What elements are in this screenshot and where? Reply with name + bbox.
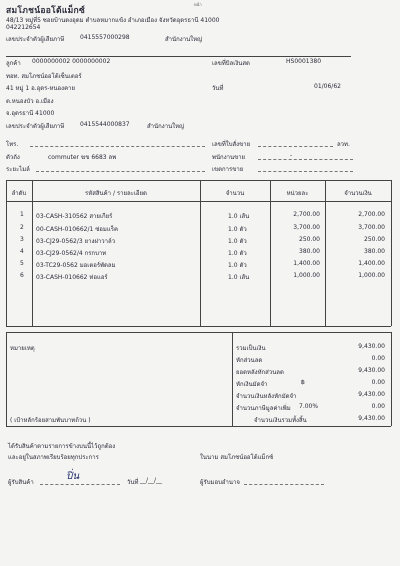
- discount-value: 0.00: [371, 355, 385, 362]
- row-no: 6: [20, 272, 24, 279]
- remark-label: หมายเหตุ: [10, 345, 35, 352]
- salesman-label: พนักงานขาย: [212, 154, 246, 161]
- received-statement-1: ได้รับสินค้าตามรายการข้างบนนี้ไว้ถูกต้อง: [8, 443, 116, 450]
- receiver-label: ผู้รับสินค้า: [8, 479, 34, 486]
- customer-address-3: จ.อุดรธานี 41000: [6, 110, 55, 117]
- row-unit-price: 380.00: [299, 248, 320, 255]
- salesman-value: -: [290, 152, 293, 159]
- customer-tax-label: เลขประจำตัวผู้เสียภาษี: [6, 123, 65, 130]
- grand-total-label: จำนวนเงินรวมทั้งสิ้น: [254, 417, 307, 424]
- row-description: 03-CASH-010662 ท่อแอร์: [36, 274, 108, 281]
- row-amount: 1,000.00: [358, 272, 385, 279]
- after-deposit-value: 9,430.00: [358, 391, 385, 398]
- row-unit-price: 2,700.00: [293, 211, 320, 218]
- discount-label: หักส่วนลด: [236, 357, 263, 364]
- payterm-label: เขตการขาย: [212, 166, 244, 173]
- company-address: 48/13 หมู่ที่5 ซอยบ้านดงอุดม ตำบลหมากแข้ง อำเภอเมือง จังหวัดอุดรธานี 41000: [6, 17, 220, 24]
- total-value: 9,430.00: [358, 343, 385, 350]
- customer-top-rule: [6, 56, 351, 57]
- sales-order-label: เลขที่ใบสั่งขาย: [212, 141, 251, 148]
- row-no: 3: [20, 236, 24, 243]
- authorized-label: ผู้รับมอบอำนาจ: [200, 479, 240, 486]
- deposit-label: หักเงินมัดจำ: [236, 381, 268, 388]
- on-behalf-of: ในนาม สมโภชน์ออโต้แม็กซ์: [200, 454, 274, 461]
- vat-value: 0.00: [371, 403, 385, 410]
- receiver-signature-line: [40, 484, 120, 485]
- invoice-date: 01/06/62: [314, 83, 341, 90]
- row-qty: 1.0 เส้น: [228, 274, 250, 281]
- row-amount: 2,700.00: [358, 211, 385, 218]
- grand-total-value: 9,430.00: [358, 415, 385, 422]
- customer-address-2: ต.หนองบัว อ.เมือง: [6, 98, 54, 105]
- page-mark: หน้า: [194, 2, 202, 7]
- row-no: 4: [20, 248, 24, 255]
- col-header-no: ลำดับ: [11, 190, 27, 197]
- total-label: รวมเป็นเงิน: [236, 345, 266, 352]
- row-amount: 3,700.00: [358, 224, 385, 231]
- col-header-amount: จำนวนเงิน: [344, 190, 372, 197]
- row-qty: 1.0 ตัว: [228, 262, 247, 269]
- after-discount-label: ยอดหลังหักส่วนลด: [236, 369, 284, 376]
- col-header-qty: จำนวน: [225, 190, 245, 197]
- phone-label: โทร.: [6, 141, 19, 148]
- row-unit-price: 1,400.00: [293, 260, 320, 267]
- vehicle-label: ตัวถัง: [6, 154, 20, 161]
- row-unit-price: 1,000.00: [293, 272, 320, 279]
- vat-label: จำนวนภาษีมูลค่าเพิ่ม: [236, 405, 291, 412]
- amount-in-words: ( เป้าหลักร้อยสามพันบาทถ้วน ): [10, 417, 91, 424]
- phone-underline: [30, 146, 205, 147]
- company-tax-id: 0415557000298: [80, 34, 130, 41]
- deposit-value: 0.00: [371, 379, 385, 386]
- after-discount-value: 9,430.00: [358, 367, 385, 374]
- row-unit-price: 250.00: [299, 236, 320, 243]
- row-description: 03-TC29-0562 มอเตอร์พัดลม: [36, 262, 116, 269]
- mileage-label: ระยะไมล์: [6, 166, 30, 173]
- date-label: วันที่: [212, 85, 224, 92]
- col-header-unit-price: หน่วยละ: [286, 190, 309, 197]
- salesman-underline: [258, 159, 353, 160]
- row-no: 1: [20, 211, 24, 218]
- row-qty: 1.0 เส้น: [228, 213, 250, 220]
- row-no: 5: [20, 260, 24, 267]
- row-description: 03-CJ29-0562/3 ยางฝาวาล์ว: [36, 238, 116, 245]
- authorized-signature-line: [244, 484, 324, 485]
- row-description: 03-CJ29-0562/4 กรกบาท: [36, 250, 107, 257]
- customer-name: ทอท. สมโภชน์ออโต้เซ็นเตอร์: [6, 73, 82, 80]
- row-amount: 250.00: [364, 236, 385, 243]
- credit-label: ลวท.: [337, 141, 350, 148]
- company-phone: 042212654: [6, 24, 41, 31]
- deposit-currency: ฿: [301, 379, 305, 386]
- received-statement-2: และอยู่ในสภาพเรียบร้อยทุกประการ: [8, 454, 99, 461]
- row-description: 00-CASH-010662/1 ซ่อมแร็ค: [36, 226, 118, 233]
- sales-order-underline: [258, 146, 333, 147]
- col-header-description: รหัสสินค้า / รายละเอียด: [85, 190, 147, 197]
- row-amount: 380.00: [364, 248, 385, 255]
- invoice-label: เลขที่บิลเงินสด: [212, 60, 250, 67]
- company-tax-label: เลขประจำตัวผู้เสียภาษี: [6, 36, 65, 43]
- customer-branch: สำนักงานใหญ่: [147, 123, 185, 130]
- vehicle-value: commuter ฆข 6683 ลพ: [48, 154, 117, 161]
- company-name: สมโภชน์ออโต้แม็กซ์: [6, 6, 86, 16]
- customer-tax-id: 0415544000837: [80, 121, 130, 128]
- customer-code: 0000000002 0000000002: [32, 58, 111, 65]
- vat-rate: 7.00%: [299, 403, 319, 410]
- after-deposit-label: จำนวนเงินหลังหักมัดจำ: [236, 393, 297, 400]
- customer-address-1: 41 หมู่ 1 อ.อุดร-หนองคาย: [6, 85, 75, 92]
- row-qty: 1.0 ตัว: [228, 250, 247, 257]
- row-description: 03-CASH-310562 สายเกียร์: [36, 213, 113, 220]
- mileage-underline: [36, 171, 205, 172]
- receiver-signature: ปิ่น: [66, 471, 80, 482]
- receiver-date-label: วันที่: [127, 479, 139, 486]
- receiver-date-blank: __/__/__: [140, 477, 163, 484]
- row-qty: 1.0 ตัว: [228, 238, 247, 245]
- row-unit-price: 3,700.00: [293, 224, 320, 231]
- row-no: 2: [20, 224, 24, 231]
- invoice-number: HS0001380: [286, 58, 322, 65]
- customer-code-label: ลูกค้า: [6, 60, 21, 67]
- company-branch: สำนักงานใหญ่: [165, 36, 203, 43]
- payterm-underline: [258, 171, 353, 172]
- row-qty: 1.0 ตัว: [228, 226, 247, 233]
- row-amount: 1,400.00: [358, 260, 385, 267]
